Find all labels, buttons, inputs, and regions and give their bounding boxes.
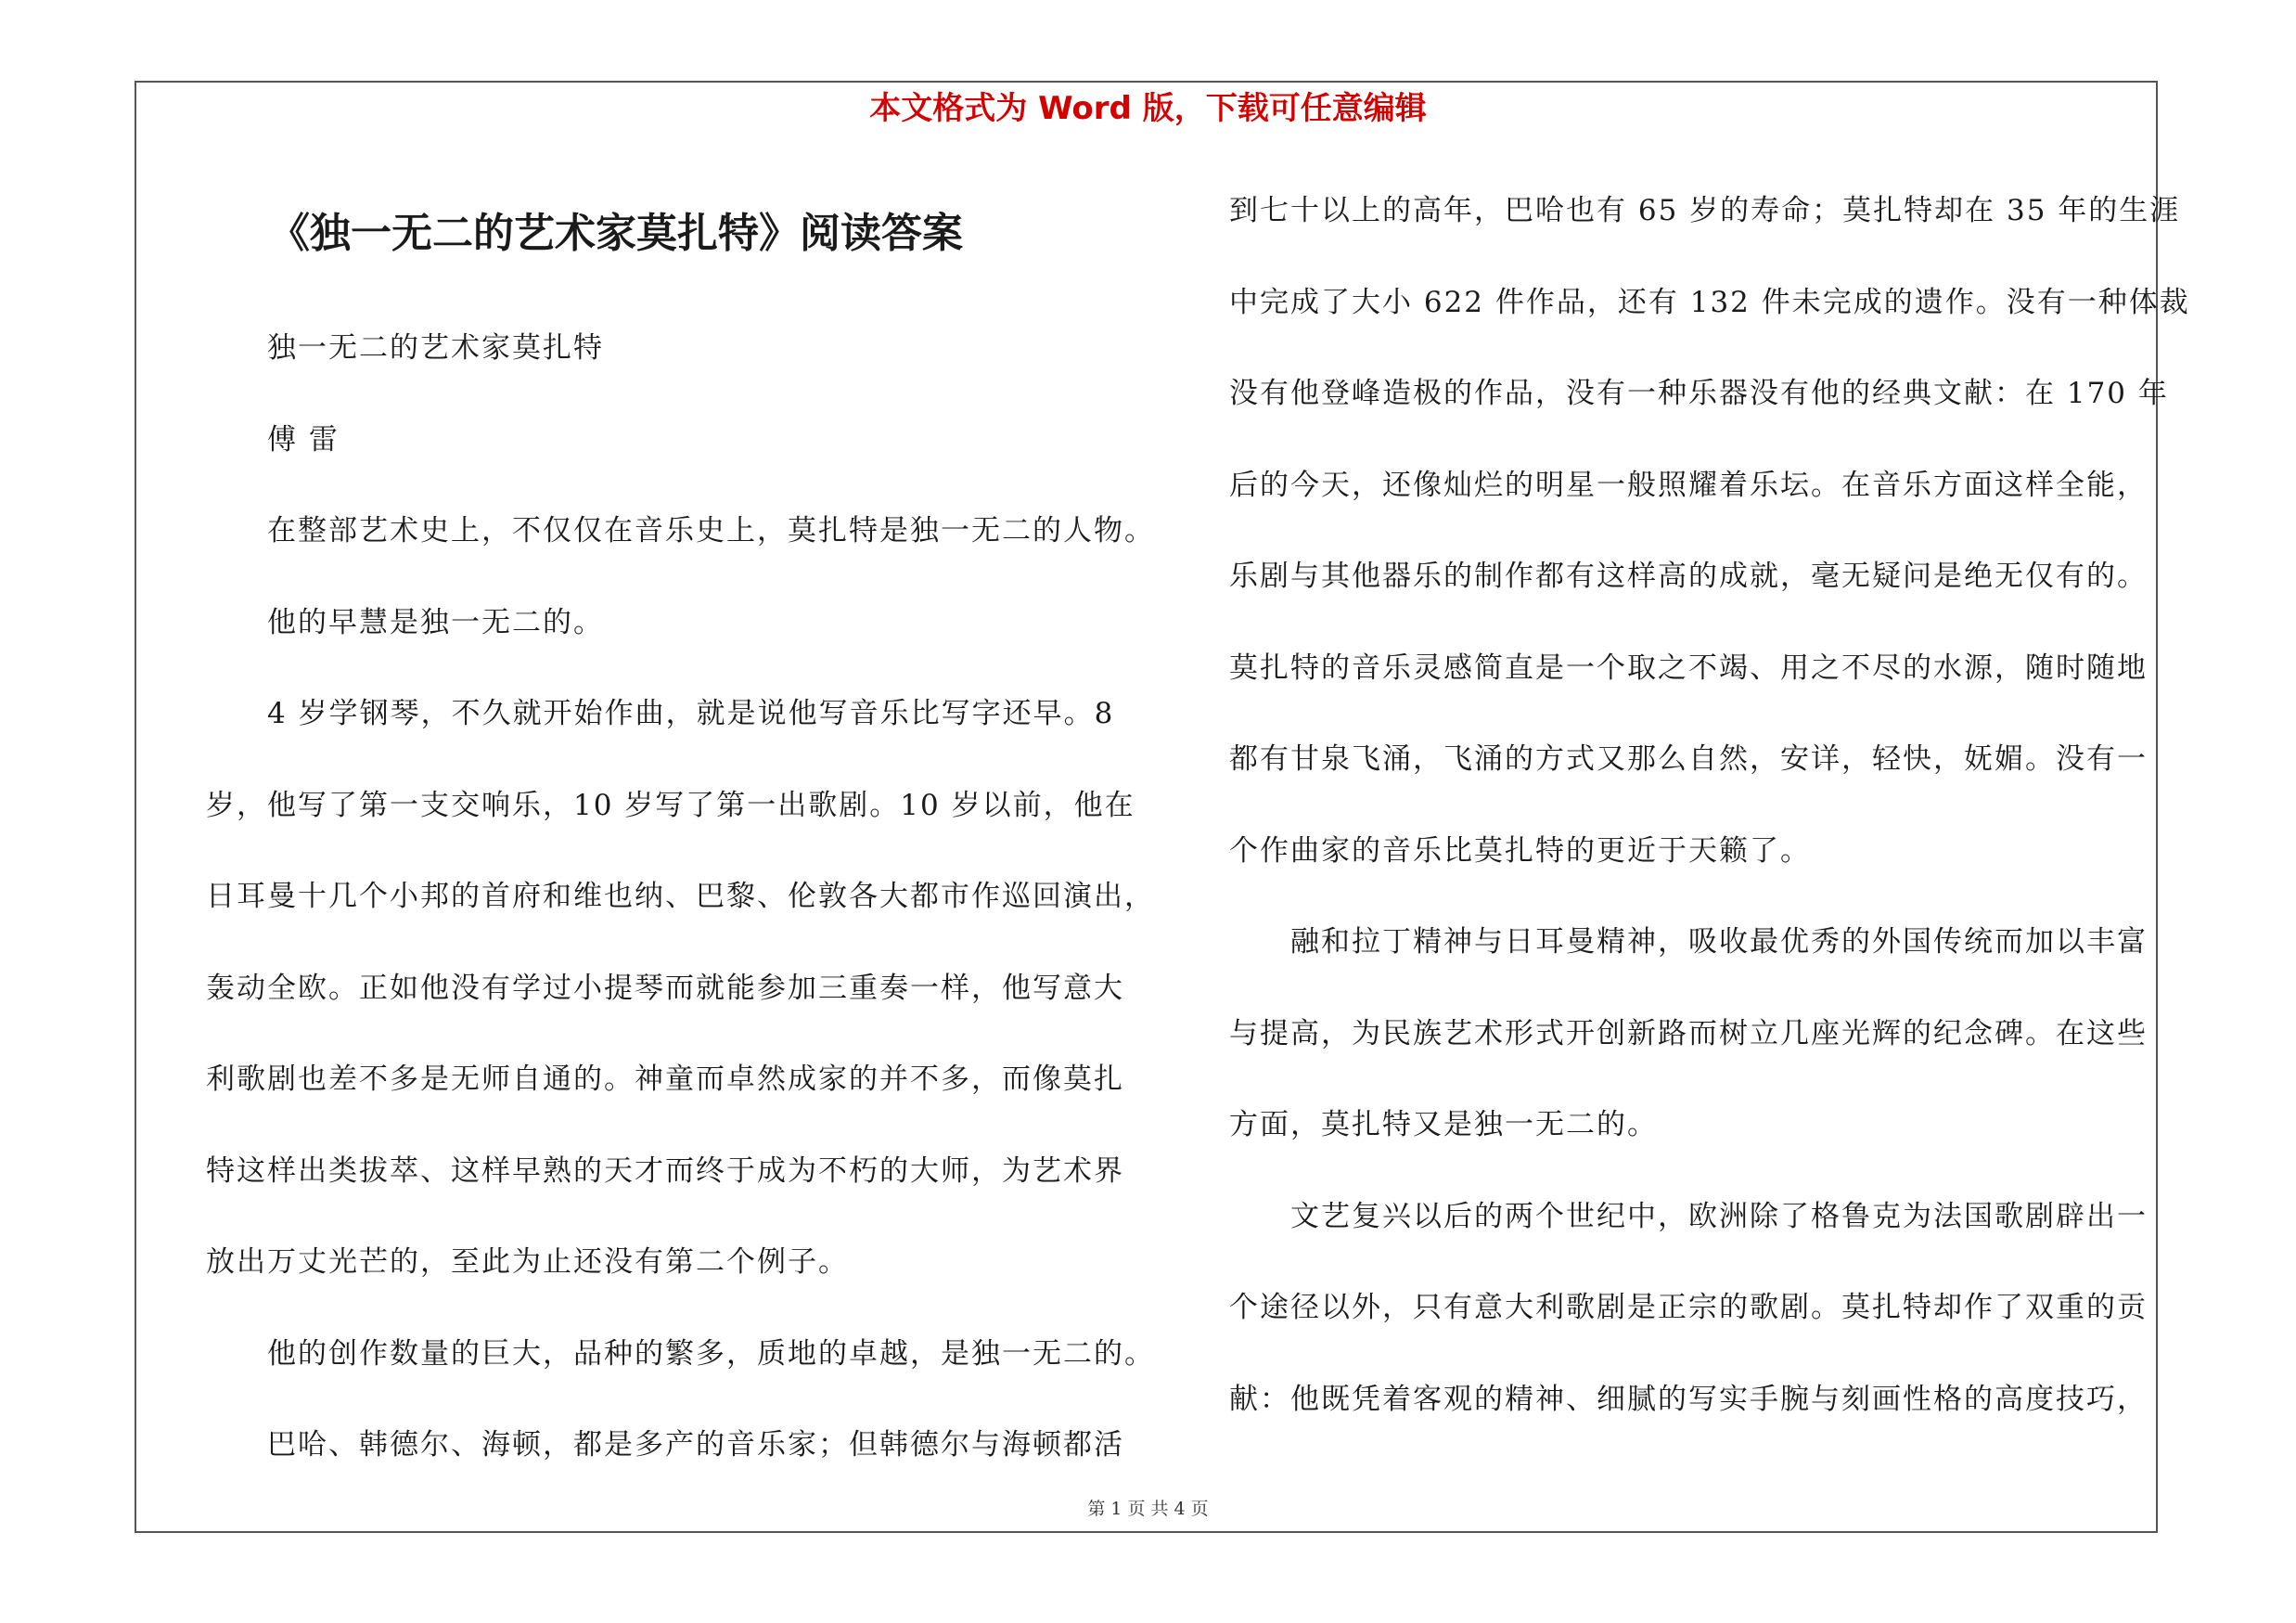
document-title: 《独一无二的艺术家莫扎特》阅读答案 <box>269 210 963 257</box>
text-line: 献：他既凭着客观的精神、细腻的写实手腕与刻画性格的高度技巧， <box>1229 1382 2148 1416</box>
text-line: 乐剧与其他器乐的制作都有这样高的成就，毫无疑问是绝无仅有的。 <box>1229 560 2148 593</box>
text-line: 他的早慧是独一无二的。 <box>267 605 604 639</box>
text-line: 到七十以上的高年，巴哈也有 65 岁的寿命；莫扎特却在 35 年的生涯 <box>1229 194 2181 227</box>
text-line: 融和拉丁精神与日耳曼精神，吸收最优秀的外国传统而加以丰富 <box>1290 925 2148 959</box>
text-line: 都有甘泉飞涌，飞涌的方式又那么自然，安详，轻快，妩媚。没有一 <box>1229 742 2148 776</box>
text-line: 后的今天，还像灿烂的明星一般照耀着乐坛。在音乐方面这样全能， <box>1229 468 2148 502</box>
text-line: 利歌剧也差不多是无师自通的。神童而卓然成家的并不多，而像莫扎 <box>206 1063 1124 1096</box>
text-line: 在整部艺术史上，不仅仅在音乐史上，莫扎特是独一无二的人物。 <box>267 514 1155 547</box>
text-line: 岁，他写了第一支交响乐，10 岁写了第一出歌剧。10 岁以前，他在 <box>206 788 1135 822</box>
text-line: 文艺复兴以后的两个世纪中，欧洲除了格鲁克为法国歌剧辟出一 <box>1290 1199 2148 1233</box>
text-line: 特这样出类拔萃、这样早熟的天才而终于成为不朽的大师，为艺术界 <box>206 1153 1124 1188</box>
text-line: 中完成了大小 622 件作品，还有 132 件未完成的遗作。没有一种体裁 <box>1229 285 2190 319</box>
text-line: 个途径以外，只有意大利歌剧是正宗的歌剧。莫扎特却作了双重的贡 <box>1229 1291 2148 1324</box>
text-line: 日耳曼十几个小邦的首府和维也纳、巴黎、伦敦各大都市作巡回演出， <box>206 880 1155 913</box>
text-line: 与提高，为民族艺术形式开创新路而树立几座光辉的纪念碑。在这些 <box>1229 1016 2148 1050</box>
text-line: 4 岁学钢琴，不久就开始作曲，就是说他写音乐比写字还早。8 <box>267 697 1115 730</box>
text-line: 独一无二的艺术家莫扎特 <box>267 331 604 365</box>
text-line: 巴哈、韩德尔、海顿，都是多产的音乐家；但韩德尔与海顿都活 <box>267 1428 1124 1462</box>
page-footer: 第 1 页 共 4 页 <box>1087 1499 1209 1519</box>
text-line: 莫扎特的音乐灵感简直是一个取之不竭、用之不尽的水源，随时随地 <box>1229 650 2148 685</box>
text-line: 放出万丈光芒的，至此为止还没有第二个例子。 <box>206 1245 849 1279</box>
text-line: 没有他登峰造极的作品，没有一种乐器没有他的经典文献：在 170 年 <box>1229 377 2169 410</box>
format-banner: 本文格式为 Word 版，下载可任意编辑 <box>869 90 1427 127</box>
text-line: 轰动全欧。正如他没有学过小提琴而就能参加三重奏一样，他写意大 <box>206 971 1124 1005</box>
text-line: 个作曲家的音乐比莫扎特的更近于天籁了。 <box>1229 833 1811 868</box>
text-line: 他的创作数量的巨大，品种的繁多，质地的卓越，是独一无二的。 <box>267 1336 1155 1371</box>
text-line: 傅 雷 <box>267 422 340 457</box>
text-line: 方面，莫扎特又是独一无二的。 <box>1229 1108 1658 1141</box>
